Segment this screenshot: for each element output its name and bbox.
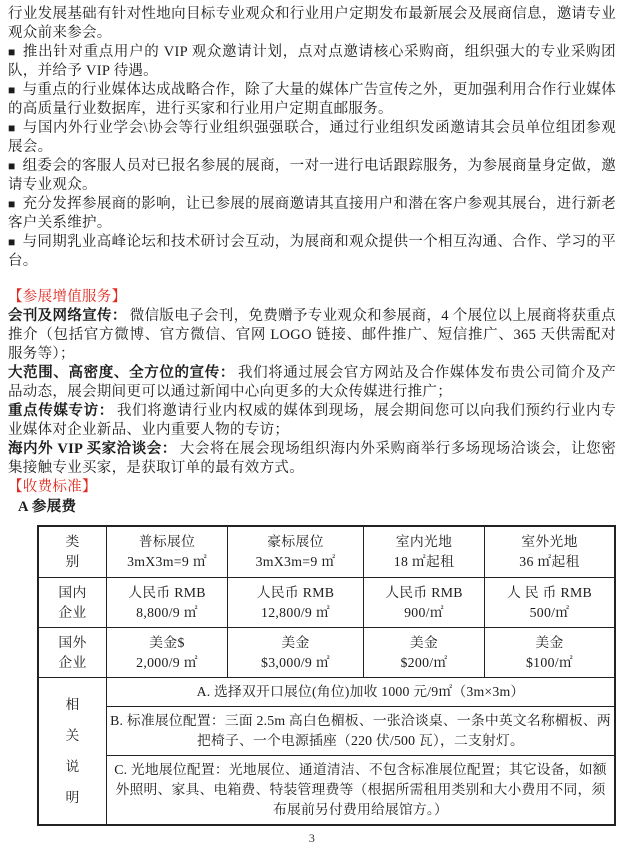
price-line: $3,000/9 ㎡ [261, 654, 330, 670]
header-line: 别 [65, 554, 80, 569]
notes-label-char: 关 [65, 728, 80, 743]
price-line: 2,000/9 ㎡ [136, 654, 198, 670]
paragraph-text: 充分发挥参展商的影响，让已参展的展商邀请其直接用户和潜在客户参观其展台，进行新老客户关系维护。 [8, 196, 616, 231]
fee-table-header-row [38, 526, 615, 578]
header-line: 普标展位 [138, 534, 196, 549]
section-heading-fees: 【收费标准】 [8, 479, 97, 495]
fees-subheading: A 参展费 [18, 499, 77, 515]
service-item [8, 440, 616, 478]
notes-label-char: 明 [65, 790, 80, 805]
price-line: 8,800/9 ㎡ [136, 604, 198, 620]
paragraph-text: 与同期乳业高峰论坛和技术研讨会互动，为展商和观众提供一个相互沟通、合作、学习的平台。 [8, 234, 616, 269]
fee-table-row-foreign [38, 628, 615, 678]
price-cell [228, 578, 364, 628]
service-item [8, 402, 616, 440]
service-item [8, 364, 616, 402]
fee-table-row-notes-c [38, 756, 615, 826]
header-line: 类 [65, 534, 80, 549]
paragraph-text: 推出针对重点用户的 VIP 观众邀请计划，点对点邀请核心采购商，组织强大的专业采购团队，并给予 VIP 待遇。 [8, 44, 616, 79]
price-cell [485, 578, 616, 628]
price-line: 美金 [409, 634, 439, 650]
price-line: $100/㎡ [525, 654, 574, 670]
bullet-icon: ■ [8, 83, 16, 97]
notes-label-cell [38, 678, 107, 826]
notes-label-char: 说 [65, 759, 80, 774]
service-item-label: 海内外 VIP 买家洽谈会： [8, 441, 177, 457]
header-cell-standard-booth [107, 526, 228, 578]
price-line: 人 民 币 RMB [506, 584, 593, 600]
service-item-label: 大范围、高密度、全方位的宣传： [8, 365, 235, 381]
price-line: 人民币 RMB [128, 584, 206, 600]
header-line: 3mX3m=9 ㎡ [255, 554, 336, 569]
service-item-text: 微信版电子会刊，免费赠予专业观众和参展商，4 个展位以上展商将获重点推介（包括官方微博、官方微信、官网 LOGO 链接、邮件推广、短信推广、365 天供需配对服务等）； [8, 308, 616, 362]
bullet-icon: ■ [8, 121, 16, 135]
note-a: A. 选择双开口展位(角位)加收 1000 元/9㎡（3m×3m） [107, 678, 616, 707]
note-c: C. 光地展位配置：光地展位、通道清洁、不包含标准展位配置；其它设备，如额外照明、家具、电箱费、特装管理费等（根据所需租用类别和大小费用不同，须布展前另付费用给展馆方。） [107, 756, 616, 826]
price-line: 美金 [281, 634, 310, 650]
paragraph-text: 与国内外行业学会\协会等行业组织强强联合，通过行业组织发函邀请其会员单位组团参观展会。 [8, 120, 616, 155]
price-line: 美金 [535, 634, 564, 650]
intro-paragraph [8, 157, 616, 195]
paragraph-text: 组委会的客服人员对已报名参展的展商，一对一进行电话跟踪服务，为参展商量身定做，邀请专业观众。 [8, 158, 616, 193]
row-label-foreign [38, 628, 107, 678]
label-line: 企业 [58, 654, 87, 670]
label-line: 国内 [58, 584, 87, 600]
intro-paragraph [8, 233, 616, 271]
fee-table-row-notes-a [38, 678, 615, 707]
price-line: $200/㎡ [400, 654, 448, 670]
service-item-text: 我们将邀请行业内权威的媒体到现场，展会期间您可以向我们预约行业内专业媒体对企业新品、业内重要人物的专访； [8, 403, 616, 438]
service-item [8, 307, 616, 364]
price-cell [364, 628, 485, 678]
page-number: 3 [308, 831, 316, 845]
fee-table [37, 525, 616, 826]
paragraph-text: 行业发展基础有针对性地向目标专业观众和行业用户定期发布最新展会及展商信息，邀请专业观众前来参会。 [8, 6, 616, 41]
price-cell [364, 578, 485, 628]
intro-paragraph [8, 43, 616, 81]
price-line: 500/㎡ [529, 604, 570, 620]
bullet-icon: ■ [8, 197, 16, 211]
notes-label-char: 相 [65, 697, 80, 712]
price-cell [228, 628, 364, 678]
header-line: 36 ㎡起租 [519, 554, 580, 569]
service-item-text: 大会将在展会现场组织海内外采购商举行多场现场洽谈会，让您密集接触专业买家，是获取订单的最有效方式。 [8, 441, 617, 476]
price-line: 12,800/9 ㎡ [261, 604, 330, 620]
note-b: B. 标准展位配置：三面 2.5m 高白色楣板、一张洽谈桌、一条中英文名称楣板、两把椅子、一个电源插座（220 伏/500 瓦），二支射灯。 [107, 707, 616, 756]
intro-paragraph [8, 5, 616, 43]
header-cell-category [38, 526, 107, 578]
header-cell-indoor-space [364, 526, 485, 578]
price-line: 900/㎡ [404, 604, 444, 620]
bullet-icon: ■ [8, 159, 16, 173]
header-cell-outdoor-space [485, 526, 616, 578]
intro-paragraph [8, 81, 616, 119]
price-cell [485, 628, 616, 678]
header-line: 豪标展位 [267, 534, 324, 549]
row-label-domestic [38, 578, 107, 628]
label-line: 企业 [58, 604, 87, 620]
paragraph-text: 与重点的行业媒体达成战略合作，除了大量的媒体广告宣传之外，更加强利用合作行业媒体的高质量行业数据库，进行买家和行业用户定期直邮服务。 [8, 82, 616, 117]
price-line: 人民币 RMB [256, 584, 335, 600]
header-cell-deluxe-booth [228, 526, 364, 578]
intro-paragraph [8, 195, 616, 233]
header-line: 18 ㎡起租 [393, 554, 455, 569]
fee-table-row-domestic [38, 578, 615, 628]
bullet-icon: ■ [8, 235, 16, 249]
fee-table-row-notes-b [38, 707, 615, 756]
price-cell [107, 628, 228, 678]
header-line: 室内光地 [395, 534, 453, 549]
price-line: 美金$ [149, 634, 185, 650]
section-heading-services: 【参展增值服务】 [8, 289, 127, 305]
service-item-label: 会刊及网络宣传： [8, 308, 127, 324]
service-item-label: 重点传媒专访： [8, 403, 114, 419]
intro-paragraph [8, 119, 616, 157]
header-line: 3mX3m=9 ㎡ [127, 554, 207, 569]
bullet-icon: ■ [8, 45, 16, 59]
price-line: 人民币 RMB [385, 584, 463, 600]
header-line: 室外光地 [521, 534, 578, 549]
price-cell [107, 578, 228, 628]
service-item-text: 我们将通过展会官方网站及合作媒体发布贵公司简介及产品动态，展会期间更可以通过新闻中心向更多的大众传媒进行推广； [8, 365, 616, 400]
label-line: 国外 [58, 634, 87, 650]
